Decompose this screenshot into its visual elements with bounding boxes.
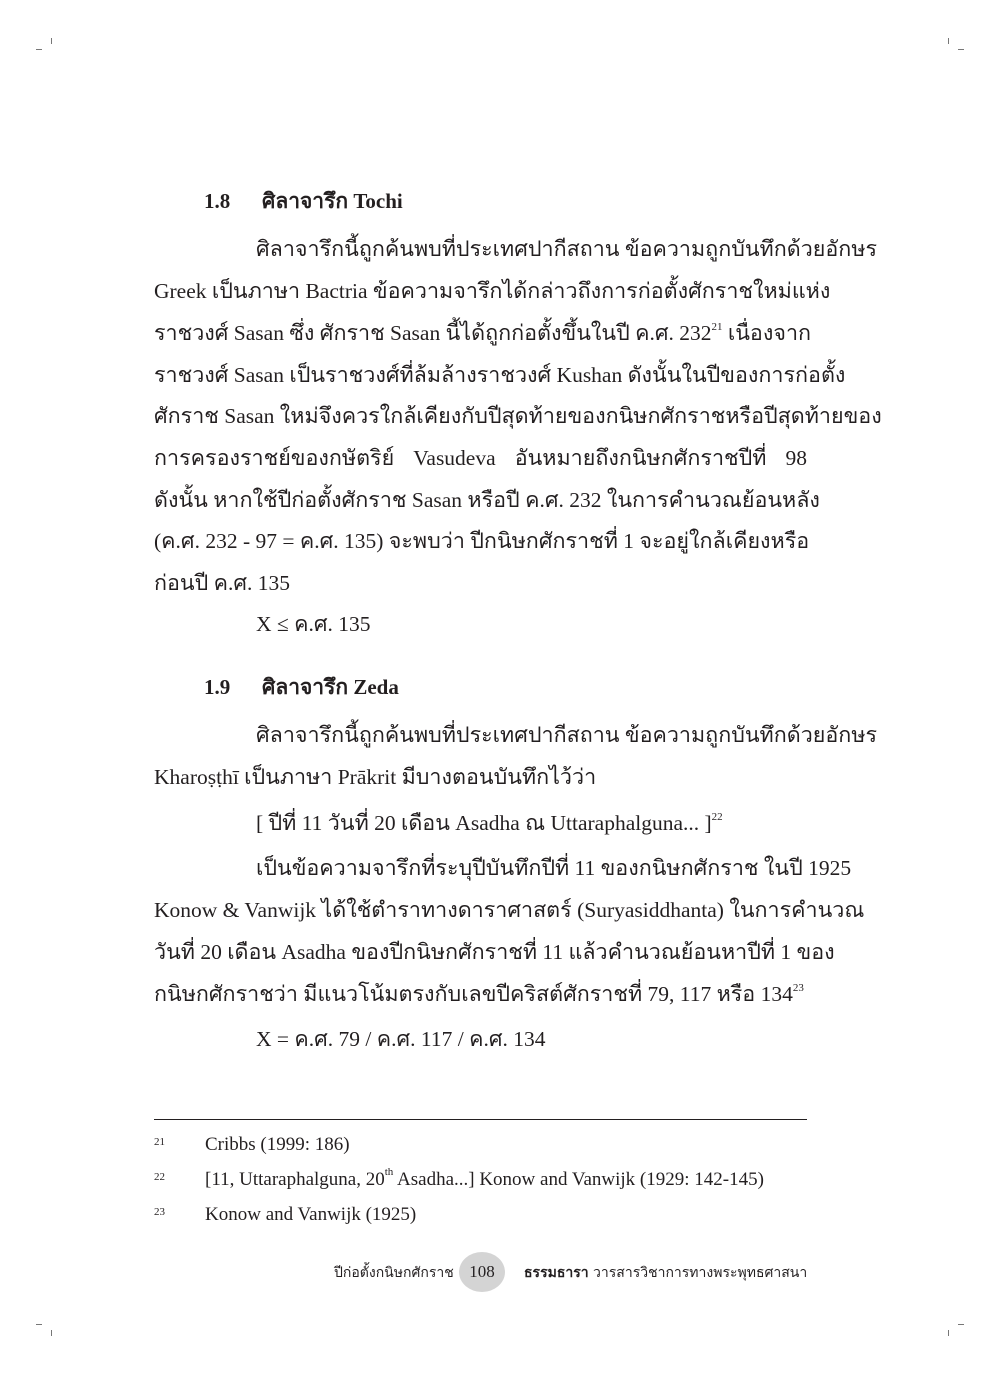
section-number: 1.9 <box>204 675 231 699</box>
footer-running-title: ปีก่อตั้งกนิษกศักราช <box>334 1265 454 1281</box>
footnote-number: 23 <box>154 1206 165 1218</box>
paragraph-line: Greek เป็นภาษา Bactria ข้อความจารึกได้กล่าวถึงการก่อตั้งศักราชใหม่แห่ง <box>154 279 831 303</box>
quote-text: [ ปีที่ 11 วันที่ 20 เดือน Asadha ณ Uttaraphalguna... ] <box>256 811 712 835</box>
footnote-text-part: [11, Uttaraphalguna, 20 <box>205 1169 385 1190</box>
footnote-divider <box>154 1119 807 1120</box>
paragraph-line: ก่อนปี ค.ศ. 135 <box>154 571 291 595</box>
paragraph-line: ศักราช Sasan ใหม่จึงควรใกล้เคียงกับปีสุดท้ายของกนิษกศักราชหรือปีสุดท้ายของ <box>154 404 882 428</box>
paragraph-line: ศิลาจารึกนี้ถูกค้นพบที่ประเทศปากีสถาน ข้อความถูกบันทึกด้วยอักษร <box>256 723 878 747</box>
footnote-text-part: Asadha...] Konow and Vanwijk (1929: 142-145) <box>393 1169 764 1190</box>
section-heading-1-9 <box>204 671 399 704</box>
footnote-number: 21 <box>154 1136 165 1148</box>
paragraph-line: Kharoṣṭhī เป็นภาษา Prākrit มีบางตอนบันทึกไว้ว่า <box>154 765 597 789</box>
ordinal-suffix: th <box>384 1166 394 1178</box>
crop-mark <box>36 1324 42 1325</box>
footnote-text <box>205 1166 764 1191</box>
crop-mark <box>958 1324 964 1325</box>
paragraph-line <box>154 974 807 1014</box>
line-text: ราชวงศ์ Sasan ซึ่ง ศักราช Sasan นี้ได้ถูกก่อตั้งขึ้นในปี ค.ศ. 232 <box>154 321 712 345</box>
crop-mark <box>958 49 964 50</box>
line-text: เนื่องจาก <box>722 321 812 345</box>
section-title: ศิลาจารึก Tochi <box>262 189 403 213</box>
formula: X = ค.ศ. 79 / ค.ศ. 117 / ค.ศ. 134 <box>256 1027 546 1051</box>
crop-mark <box>51 1330 52 1336</box>
footnote-ref: 22 <box>711 811 723 823</box>
section-heading-1-8 <box>204 185 403 218</box>
paragraph-line: วันที่ 20 เดือน Asadha ของปีกนิษกศักราชที่ 11 แล้วคำนวณย้อนหาปีที่ 1 ของ <box>154 940 835 964</box>
journal-subtitle: วารสารวิชาการทางพระพุทธศาสนา <box>588 1265 808 1281</box>
crop-mark <box>948 38 949 44</box>
footer-journal <box>524 1262 807 1284</box>
footnote-ref: 21 <box>711 321 723 333</box>
footnote-ref: 23 <box>792 982 804 994</box>
paragraph-line: ราชวงศ์ Sasan เป็นราชวงศ์ที่ล้มล้างราชวงศ์ Kushan ดังนั้นในปีของการก่อตั้ง <box>154 363 846 387</box>
paragraph-line: การครองราชย์ของกษัตริย์ Vasudeva อันหมายถึงกนิษกศักราชปีที่ 98 <box>154 446 807 470</box>
paragraph-line: Konow & Vanwijk ได้ใช้ตำราทางดาราศาสตร์ (Suryasiddhanta) ในการคำนวณ <box>154 898 865 922</box>
section-title: ศิลาจารึก Zeda <box>262 675 399 699</box>
journal-name: ธรรมธารา <box>524 1265 589 1281</box>
paragraph-line: ศิลาจารึกนี้ถูกค้นพบที่ประเทศปากีสถาน ข้อความถูกบันทึกด้วยอักษร <box>256 237 878 261</box>
quote <box>256 803 723 843</box>
paragraph-line <box>154 313 812 353</box>
page-number: 108 <box>459 1252 505 1292</box>
crop-mark <box>948 1330 949 1336</box>
paragraph-line: ดังนั้น หากใช้ปีก่อตั้งศักราช Sasan หรือปี ค.ศ. 232 ในการคำนวณย้อนหลัง <box>154 488 820 512</box>
footnote-number: 22 <box>154 1171 165 1183</box>
section-number: 1.8 <box>204 189 231 213</box>
crop-mark <box>36 49 42 50</box>
paragraph-line: เป็นข้อความจารึกที่ระบุปีบันทึกปีที่ 11 ของกนิษกศักราช ในปี 1925 <box>256 856 852 880</box>
footnote-text: Cribbs (1999: 186) <box>205 1134 350 1155</box>
footnote-text: Konow and Vanwijk (1925) <box>205 1204 417 1225</box>
crop-mark <box>51 38 52 44</box>
paragraph-line: (ค.ศ. 232 - 97 = ค.ศ. 135) จะพบว่า ปีกนิษกศักราชที่ 1 จะอยู่ใกล้เคียงหรือ <box>154 529 810 553</box>
formula: X ≤ ค.ศ. 135 <box>256 612 371 636</box>
line-text: กนิษกศักราชว่า มีแนวโน้มตรงกับเลขปีคริสต์ศักราชที่ 79, 117 หรือ 134 <box>154 982 793 1006</box>
